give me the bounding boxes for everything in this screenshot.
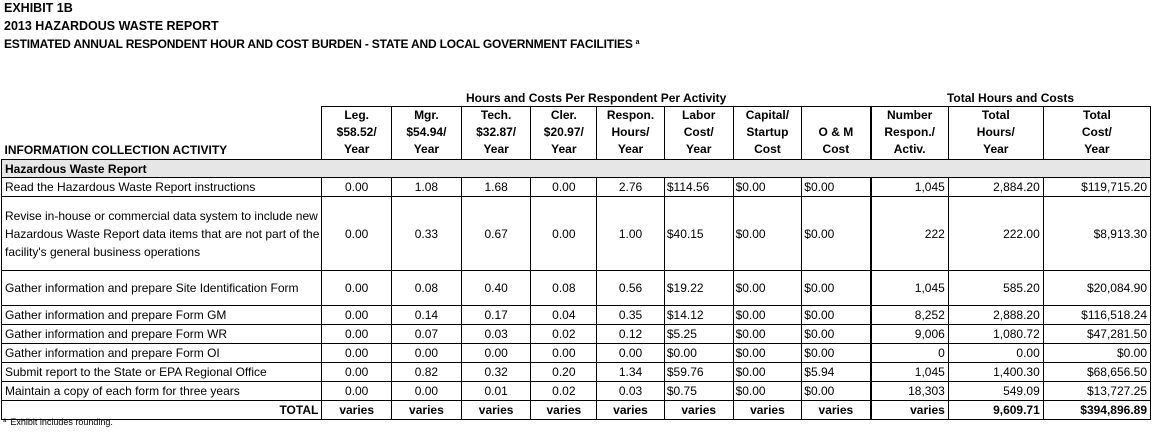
tech-total-cell: varies bbox=[461, 401, 531, 420]
table-row bbox=[2, 178, 1151, 197]
capital-cell: $0.00 bbox=[733, 382, 802, 401]
table-row bbox=[2, 271, 1151, 306]
mgr-cell: 0.82 bbox=[392, 363, 462, 382]
total-hours-cell: 2,884.20 bbox=[948, 178, 1043, 197]
table-row bbox=[2, 363, 1151, 382]
mgr-cell: 0.08 bbox=[392, 271, 462, 306]
labor-cell: $5.25 bbox=[664, 325, 733, 344]
respon-cell: 0.35 bbox=[597, 306, 665, 325]
activity-cell: Revise in-house or commercial data system to include new Hazardous Waste Report data items that are not part of the facility's general business operations bbox=[2, 197, 322, 271]
section-title: Hazardous Waste Report bbox=[2, 160, 322, 178]
group-header-row bbox=[2, 90, 1151, 107]
capital-cell: $0.00 bbox=[733, 325, 802, 344]
mgr-cell: 0.14 bbox=[392, 306, 462, 325]
leg-cell: 0.00 bbox=[322, 178, 392, 197]
om-cell: $5.94 bbox=[802, 363, 871, 382]
footnote bbox=[3, 417, 113, 427]
column-header-row bbox=[2, 107, 1151, 160]
leg-cell: 0.00 bbox=[322, 271, 392, 306]
om-cell: $0.00 bbox=[802, 382, 871, 401]
capital-cell: $0.00 bbox=[733, 271, 802, 306]
labor-cell: $59.76 bbox=[664, 363, 733, 382]
total-cost-cell: $116,518.24 bbox=[1043, 306, 1150, 325]
mgr-total-cell: varies bbox=[392, 401, 462, 420]
labor-cell: $114.56 bbox=[664, 178, 733, 197]
cler-cell: 0.20 bbox=[531, 363, 597, 382]
tech-cell: 0.01 bbox=[461, 382, 531, 401]
cler-column-header: Cler. $20.97/ Year bbox=[531, 107, 597, 160]
subtitle-text: ESTIMATED ANNUAL RESPONDENT HOUR AND COST BURDEN - STATE AND LOCAL GOVERNMENT FACILITIES bbox=[4, 37, 633, 51]
labor-total-cell: varies bbox=[664, 401, 733, 420]
exhibit-label: EXHIBIT 1B bbox=[4, 1, 73, 15]
mgr-cell: 0.07 bbox=[392, 325, 462, 344]
cler-cell: 0.04 bbox=[531, 306, 597, 325]
group-header-blank bbox=[2, 90, 322, 107]
total-cost-cell: $68,656.50 bbox=[1043, 363, 1150, 382]
activity-cell: Maintain a copy of each form for three years bbox=[2, 382, 322, 401]
cler-cell: 0.00 bbox=[531, 344, 597, 363]
om-cell: $0.00 bbox=[802, 306, 871, 325]
cler-total-cell: varies bbox=[531, 401, 597, 420]
leg-total-cell: varies bbox=[322, 401, 392, 420]
leg-cell: 0.00 bbox=[322, 197, 392, 271]
capital-cell: $0.00 bbox=[733, 178, 802, 197]
tech-cell: 1.68 bbox=[461, 178, 531, 197]
om-cost-column-header: O & M Cost bbox=[802, 107, 871, 160]
total-cost-cell: $8,913.30 bbox=[1043, 197, 1150, 271]
burden-table bbox=[1, 90, 1151, 420]
table-row bbox=[2, 325, 1151, 344]
total-hours-cell: 1,400.30 bbox=[948, 363, 1043, 382]
tech-cell: 0.32 bbox=[461, 363, 531, 382]
table-row bbox=[2, 344, 1151, 363]
section-header-row bbox=[2, 160, 1151, 178]
number-cell: 18,303 bbox=[871, 382, 949, 401]
capital-total-cell: varies bbox=[733, 401, 802, 420]
respon-cell: 2.76 bbox=[597, 178, 665, 197]
om-cell: $0.00 bbox=[802, 325, 871, 344]
total-hours-column-header: Total Hours/ Year bbox=[948, 107, 1043, 160]
total-hours-cell: 585.20 bbox=[948, 271, 1043, 306]
number-cell: 9,006 bbox=[871, 325, 949, 344]
capital-cell: $0.00 bbox=[733, 306, 802, 325]
labor-cell: $0.00 bbox=[664, 344, 733, 363]
labor-cost-column-header: Labor Cost/ Year bbox=[664, 107, 733, 160]
number-total-cell: varies bbox=[871, 401, 949, 420]
respon-hours-column-header: Respon. Hours/ Year bbox=[597, 107, 665, 160]
mgr-cell: 0.33 bbox=[392, 197, 462, 271]
total-hours-cell: 222.00 bbox=[948, 197, 1043, 271]
tech-cell: 0.40 bbox=[461, 271, 531, 306]
mgr-cell: 1.08 bbox=[392, 178, 462, 197]
activity-cell: Read the Hazardous Waste Report instructions bbox=[2, 178, 322, 197]
number-cell: 1,045 bbox=[871, 363, 949, 382]
activity-cell: Gather information and prepare Form GM bbox=[2, 306, 322, 325]
leg-cell: 0.00 bbox=[322, 382, 392, 401]
labor-cell: $0.75 bbox=[664, 382, 733, 401]
mgr-column-header: Mgr. $54.94/ Year bbox=[392, 107, 462, 160]
om-cell: $0.00 bbox=[802, 197, 871, 271]
mgr-cell: 0.00 bbox=[392, 344, 462, 363]
respon-cell: 0.12 bbox=[597, 325, 665, 344]
respon-cell: 0.00 bbox=[597, 344, 665, 363]
subtitle-footnote-mark: a bbox=[635, 39, 640, 46]
total-hours-cell: 1,080.72 bbox=[948, 325, 1043, 344]
labor-cell: $19.22 bbox=[664, 271, 733, 306]
footnote-mark: a bbox=[3, 418, 7, 424]
number-cell: 222 bbox=[871, 197, 949, 271]
leg-column-header: Leg. $58.52/ Year bbox=[322, 107, 392, 160]
respon-cell: 1.00 bbox=[597, 197, 665, 271]
leg-cell: 0.00 bbox=[322, 363, 392, 382]
cler-cell: 0.08 bbox=[531, 271, 597, 306]
capital-cell: $0.00 bbox=[733, 363, 802, 382]
respon-cell: 1.34 bbox=[597, 363, 665, 382]
labor-cell: $14.12 bbox=[664, 306, 733, 325]
footnote-text: Exhibit includes rounding. bbox=[10, 417, 113, 427]
respon-cell: 0.56 bbox=[597, 271, 665, 306]
number-cell: 1,045 bbox=[871, 271, 949, 306]
number-cell: 0 bbox=[871, 344, 949, 363]
total-label: TOTAL bbox=[2, 401, 322, 420]
total-cost-cell: $0.00 bbox=[1043, 344, 1150, 363]
leg-cell: 0.00 bbox=[322, 325, 392, 344]
total-hours-cell: 2,888.20 bbox=[948, 306, 1043, 325]
leg-cell: 0.00 bbox=[322, 306, 392, 325]
tech-cell: 0.03 bbox=[461, 325, 531, 344]
tech-cell: 0.67 bbox=[461, 197, 531, 271]
total-cost-cell: $47,281.50 bbox=[1043, 325, 1150, 344]
total-hours-sum-cell: 9,609.71 bbox=[948, 401, 1043, 420]
total-hours-cell: 0.00 bbox=[948, 344, 1043, 363]
per-activity-group-header: Hours and Costs Per Respondent Per Activity bbox=[466, 91, 727, 105]
leg-cell: 0.00 bbox=[322, 344, 392, 363]
report-title: 2013 HAZARDOUS WASTE REPORT bbox=[4, 19, 219, 33]
activity-cell: Gather information and prepare Form OI bbox=[2, 344, 322, 363]
tech-cell: 0.00 bbox=[461, 344, 531, 363]
tech-column-header: Tech. $32.87/ Year bbox=[461, 107, 531, 160]
respon-total-cell: varies bbox=[597, 401, 665, 420]
cler-cell: 0.02 bbox=[531, 325, 597, 344]
total-hours-cell: 549.09 bbox=[948, 382, 1043, 401]
respon-cell: 0.03 bbox=[597, 382, 665, 401]
activity-column-header: INFORMATION COLLECTION ACTIVITY bbox=[4, 143, 228, 157]
total-cost-cell: $13,727.25 bbox=[1043, 382, 1150, 401]
number-respondents-column-header: Number Respon./ Activ. bbox=[871, 107, 949, 160]
totals-group-header: Total Hours and Costs bbox=[946, 91, 1075, 105]
table-row bbox=[2, 382, 1151, 401]
cler-cell: 0.00 bbox=[531, 197, 597, 271]
capital-cell: $0.00 bbox=[733, 197, 802, 271]
total-cost-cell: $20,084.90 bbox=[1043, 271, 1150, 306]
tech-cell: 0.17 bbox=[461, 306, 531, 325]
total-cost-column-header: Total Cost/ Year bbox=[1043, 107, 1150, 160]
om-cell: $0.00 bbox=[802, 178, 871, 197]
total-cost-sum-cell: $394,896.89 bbox=[1043, 401, 1150, 420]
activity-cell: Gather information and prepare Site Identification Form bbox=[2, 271, 322, 306]
number-cell: 8,252 bbox=[871, 306, 949, 325]
cler-cell: 0.02 bbox=[531, 382, 597, 401]
labor-cell: $40.15 bbox=[664, 197, 733, 271]
om-cell: $0.00 bbox=[802, 344, 871, 363]
number-cell: 1,045 bbox=[871, 178, 949, 197]
activity-cell: Submit report to the State or EPA Regional Office bbox=[2, 363, 322, 382]
capital-cost-column-header: Capital/ Startup Cost bbox=[733, 107, 802, 160]
table-row bbox=[2, 197, 1151, 271]
total-cost-cell: $119,715.20 bbox=[1043, 178, 1150, 197]
activity-cell: Gather information and prepare Form WR bbox=[2, 325, 322, 344]
capital-cell: $0.00 bbox=[733, 344, 802, 363]
om-cell: $0.00 bbox=[802, 271, 871, 306]
mgr-cell: 0.00 bbox=[392, 382, 462, 401]
om-total-cell: varies bbox=[802, 401, 871, 420]
table-row bbox=[2, 306, 1151, 325]
total-row bbox=[2, 401, 1151, 420]
report-subtitle bbox=[4, 37, 639, 51]
cler-cell: 0.00 bbox=[531, 178, 597, 197]
